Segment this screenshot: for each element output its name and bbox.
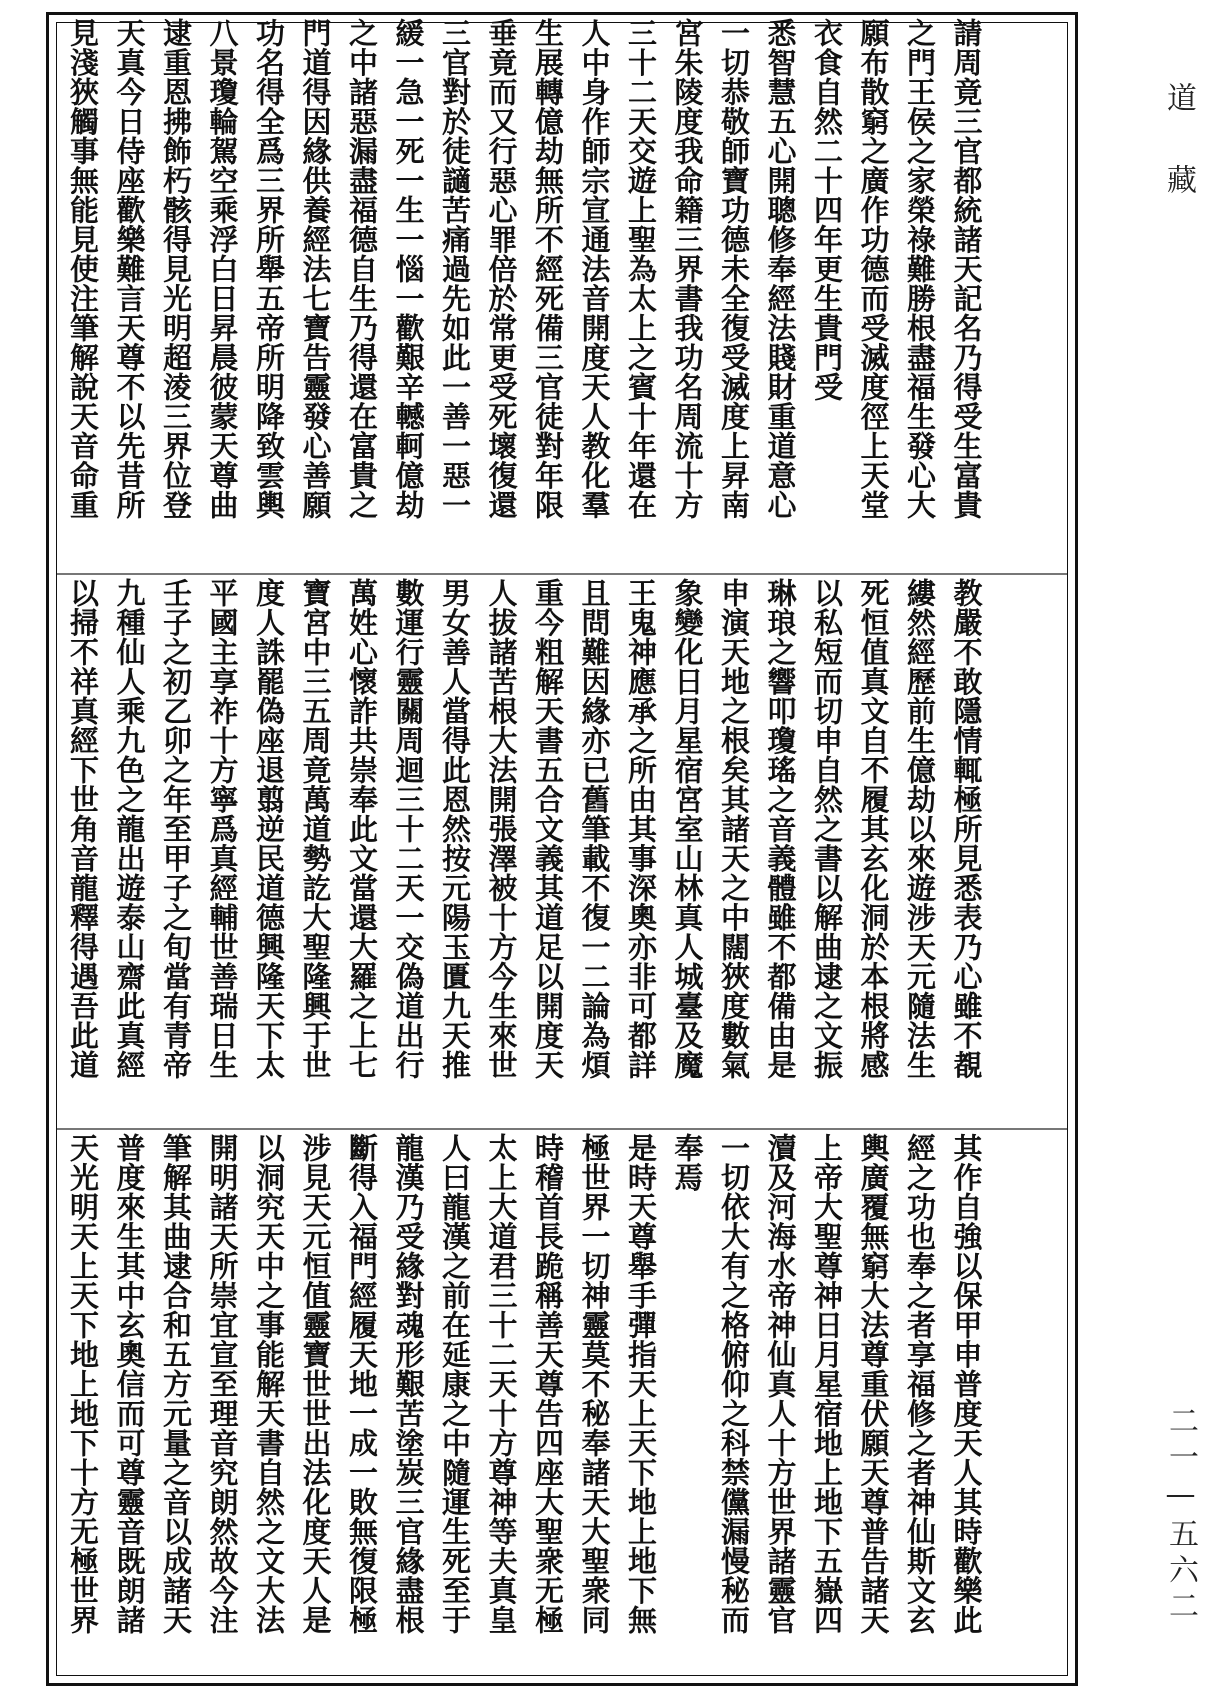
text-column: 宮朱陵度我命籍三界書我功名周流十方 [670, 18, 705, 520]
text-column: 人中身作師宗宣通法音開度天人教化羣 [577, 18, 612, 520]
text-column: 平國主享祚十方寧爲真經輔世善瑞日生 [205, 578, 240, 1080]
text-column: 以私短而切申自然之書以解曲逮之文振 [810, 578, 844, 1080]
text-column: 願布散窮之廣作功德而受滅度徑上天堂 [856, 18, 891, 520]
text-column: 悉智慧五心開聰修奉經法賤財重道意心 [763, 18, 798, 520]
text-column: 琳琅之響叩瓊瑤之音義體雖不都備由是 [763, 578, 798, 1080]
panel-divider [57, 573, 1067, 575]
text-column: 且問難因緣亦已舊筆載不復一二論為煩 [577, 578, 612, 1080]
text-column: 斷得入福門經履天地一成一敗無復限極 [345, 1133, 379, 1635]
text-column: 天真今日侍座歡樂難言天尊不以先昔所 [112, 18, 147, 520]
side-title: 道藏 [1161, 82, 1196, 246]
text-column: 人拔諸苦根大法開張澤被十方今生來世 [484, 578, 519, 1080]
text-column: 之中諸惡漏盡福德自生乃得還在富貴之 [345, 18, 379, 520]
text-column: 男女善人當得此恩然按元陽玉匱九天推 [438, 578, 472, 1080]
text-column: 涉見天元恒值靈寶世世出法化度天人是 [298, 1133, 333, 1635]
text-column: 九種仙人乘九色之龍出遊泰山齋此真經 [112, 578, 147, 1080]
text-column: 王鬼神應承之所由其事深奧亦非可都詳 [624, 578, 658, 1080]
text-column: 一切依大有之格俯仰之科禁儻漏慢秘而 [717, 1133, 751, 1635]
text-column: 重今粗解天書五合文義其道足以開度天 [531, 578, 565, 1080]
text-column: 以掃不祥真經下世角音龍釋得遇吾此道 [66, 578, 100, 1080]
text-column: 縷然經歷前生億劫以來遊涉天元隨法生 [903, 578, 937, 1080]
text-column: 生展轉億劫無所不經死備三官徒對年限 [531, 18, 565, 520]
text-column: 緩一急一死一生一惱一歡艱辛轗軻億劫 [391, 18, 426, 520]
text-column: 八景瓊輪駕空乘浮白日昇晨彼蒙天尊曲 [205, 18, 240, 520]
text-column: 極世界一切神靈莫不秘奉諸天大聖衆同 [577, 1133, 612, 1635]
text-column: 天光明天上天下地上地下十方无極世界 [66, 1133, 100, 1635]
text-panel-top [60, 18, 990, 538]
text-column: 壬子之初乙卯之年至甲子之旬當有青帝 [159, 578, 193, 1080]
text-column: 三十二天交遊上聖為太上之賓十年還在 [624, 18, 658, 520]
text-column: 開明諸天所崇宜宣至理音究朗然故今注 [205, 1133, 240, 1635]
text-column: 時稽首長跪稱善天尊告四座大聖衆无極 [531, 1133, 565, 1635]
text-column: 三官對於徒讁苦痛過先如此一善一惡一 [438, 18, 472, 520]
text-column: 數運行靈關周迴三十二天一交偽道出行 [391, 578, 426, 1080]
panel-divider [57, 1128, 1067, 1130]
text-column: 輿廣覆無窮大法尊重伏願天尊普告諸天 [856, 1133, 891, 1635]
text-column: 太上大道君三十二天十方尊神等夫真皇 [484, 1133, 519, 1635]
text-column: 門道得因緣供養經法七寶告靈發心善願 [298, 18, 333, 520]
text-column: 衣食自然二十四年更生貴門受 [810, 18, 844, 402]
text-column: 是時天尊舉手彈指天上天下地上地下無 [624, 1133, 658, 1635]
text-panel-bottom [60, 1133, 990, 1653]
text-column: 之門王侯之家榮祿難勝根盡福生發心大 [903, 18, 937, 520]
text-column: 龍漢乃受緣對魂形艱苦塗炭三官緣盡根 [391, 1133, 426, 1635]
text-column: 普度來生其中玄奧信而可尊靈音既朗諸 [112, 1133, 147, 1635]
text-column: 教嚴不敢隱情輒極所見悉表乃心雖不覩 [949, 578, 984, 1080]
text-column: 寶宮中三五周竟萬道勢訖大聖隆興于世 [298, 578, 333, 1080]
text-column: 瀆及河海水帝神仙真人十方世界諸靈官 [763, 1133, 798, 1635]
text-panel-middle [60, 578, 990, 1098]
text-column: 上帝大聖尊神日月星宿地上地下五嶽四 [810, 1133, 844, 1635]
text-column: 其作自強以保甲申普度天人其時歡樂此 [949, 1133, 984, 1635]
text-column: 逮重恩拂飾朽骸得見光明超淩三界位登 [159, 18, 193, 520]
text-column: 請周竟三官都統諸天記名乃得受生富貴 [949, 18, 984, 520]
page-number: 二一—五六二 [1163, 1405, 1198, 1626]
text-column: 垂竟而又行惡心罪倍於常更受死壞復還 [484, 18, 519, 520]
text-column: 人曰龍漢之前在延康之中隨運生死至于 [438, 1133, 472, 1635]
text-column: 一切恭敬師寶功德未全復受滅度上昇南 [717, 18, 751, 520]
text-column: 見淺狹觸事無能見使注筆解說天音命重 [66, 18, 100, 520]
text-column: 死恒值真文自不履其玄化洞於本根將感 [856, 578, 891, 1080]
text-column: 以洞究天中之事能解天書自然之文大法 [252, 1133, 286, 1635]
text-column: 奉焉 [670, 1133, 705, 1192]
text-column: 象變化日月星宿宮室山林真人城臺及魔 [670, 578, 705, 1080]
text-column: 萬姓心懷詐共崇奉此文當還大羅之上七 [345, 578, 379, 1080]
text-column: 度人誅罷偽座退翦逆民道德興隆天下太 [252, 578, 286, 1080]
text-column: 經之功也奉之者享福修之者神仙斯文玄 [903, 1133, 937, 1635]
text-column: 申演天地之根矣其諸天之中闊狹度數氣 [717, 578, 751, 1080]
text-column: 功名得全爲三界所舉五帝所明降致雲輿 [252, 18, 286, 520]
text-column: 筆解其曲逮合和五方元量之音以成諸天 [159, 1133, 193, 1635]
